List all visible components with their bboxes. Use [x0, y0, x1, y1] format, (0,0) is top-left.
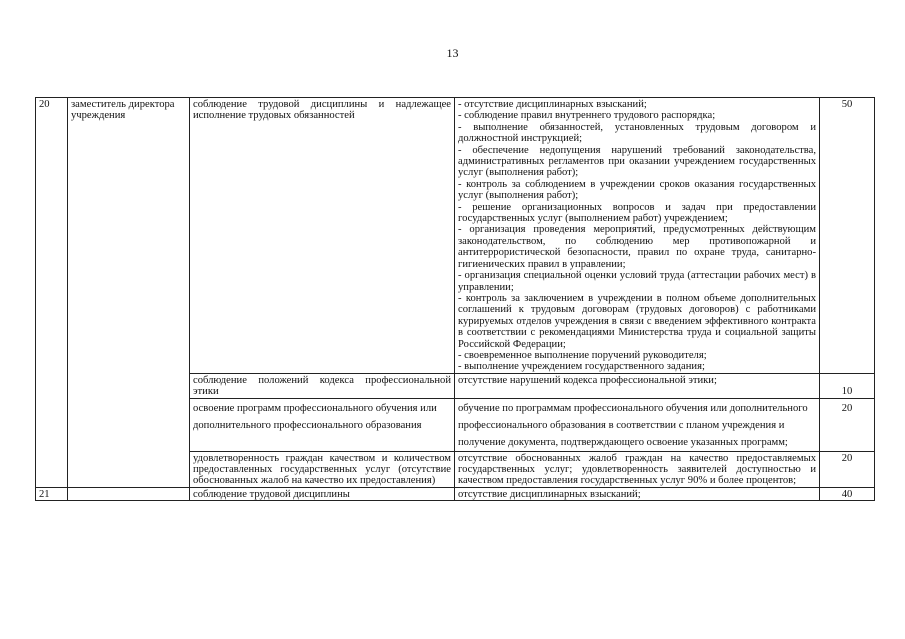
criteria-line: - соблюдение правил внутреннего трудового распорядка; [458, 110, 716, 122]
row-number: 21 [36, 487, 68, 500]
criteria-line: - организация проведения мероприятий, предусмотренных действующим законодательством, по соблюдению мер противопожарной и антитеррористической безопасности, правил по охране труда, санитарно-гигиенических правил в управлении; [458, 224, 816, 270]
indicator-cell: освоение программ профессионального обучения или дополнительного профессионального образования [190, 398, 455, 451]
criteria-table [35, 97, 875, 501]
criteria-line: - обеспечение недопущения нарушений требований законодательства, административных регламентов при оказании учреждением государственных услуг (выполнения работ); [458, 144, 816, 179]
indicator-cell: соблюдение положений кодекса профессиональной этики [190, 373, 455, 398]
score-cell: 20 [820, 398, 875, 451]
score-cell: 20 [820, 451, 875, 487]
criteria-cell: отсутствие нарушений кодекса профессиональной этики; [455, 373, 820, 398]
score-cell: 10 [820, 373, 875, 398]
indicator-cell: удовлетворенность граждан качеством и количеством предоставленных государственных услуг (отсутствие обоснованных жалоб на качество их предоставления) [190, 451, 455, 487]
position-cell: заместитель директора учреждения [68, 98, 190, 488]
criteria-cell [455, 98, 820, 374]
criteria-cell: обучение по программам профессионального обучения или дополнительного профессионального образования в соответствии с планом учреждения и получение документа, подтверждающего освоение указанных программ; [455, 398, 820, 451]
criteria-cell: отсутствие обоснованных жалоб граждан на качество предоставляемых государственных услуг; удовлетворенность заявителей доступностью и качеством предоставления государственных услуг 90% и более процентов; [455, 451, 820, 487]
score-cell: 40 [820, 487, 875, 500]
table-row [36, 98, 875, 374]
criteria-cell: отсутствие дисциплинарных взысканий; [455, 487, 820, 500]
score-cell: 50 [820, 98, 875, 374]
criteria-line: - решение организационных вопросов и задач при предоставлении государственных услуг (выполнением работ) учреждением; [458, 201, 816, 225]
row-number: 20 [36, 98, 68, 488]
table-row [36, 487, 875, 500]
criteria-line: - отсутствие дисциплинарных взысканий; [458, 99, 647, 110]
indicator-cell: соблюдение трудовой дисциплины [190, 487, 455, 500]
indicator-cell: соблюдение трудовой дисциплины и надлежащее исполнение трудовых обязанностей [190, 98, 455, 374]
criteria-line: - организация специальной оценки условий труда (аттестации рабочих мест) в управлении; [458, 270, 816, 293]
criteria-line: - своевременное выполнение поручений руководителя; [458, 349, 707, 361]
criteria-line: - контроль за заключением в учреждении в полном объеме дополнительных соглашений к трудовым договорам (трудовых договоров) с работниками курируемых отделов учреждения в связи с введением эффективного контракта в соответствии с рекомендациями Министерства труда и социальной защиты Российской Федерации; [458, 292, 816, 350]
criteria-line: - контроль за соблюдением в учреждении сроков оказания государственных услуг (выполнения работ); [458, 178, 816, 202]
criteria-line: - выполнение обязанностей, установленных трудовым договором и должностной инструкцией; [458, 121, 816, 145]
criteria-line: - выполнение учреждением государственного задания; [458, 361, 705, 373]
page-number: 13 [446, 46, 459, 60]
position-cell [68, 487, 190, 500]
